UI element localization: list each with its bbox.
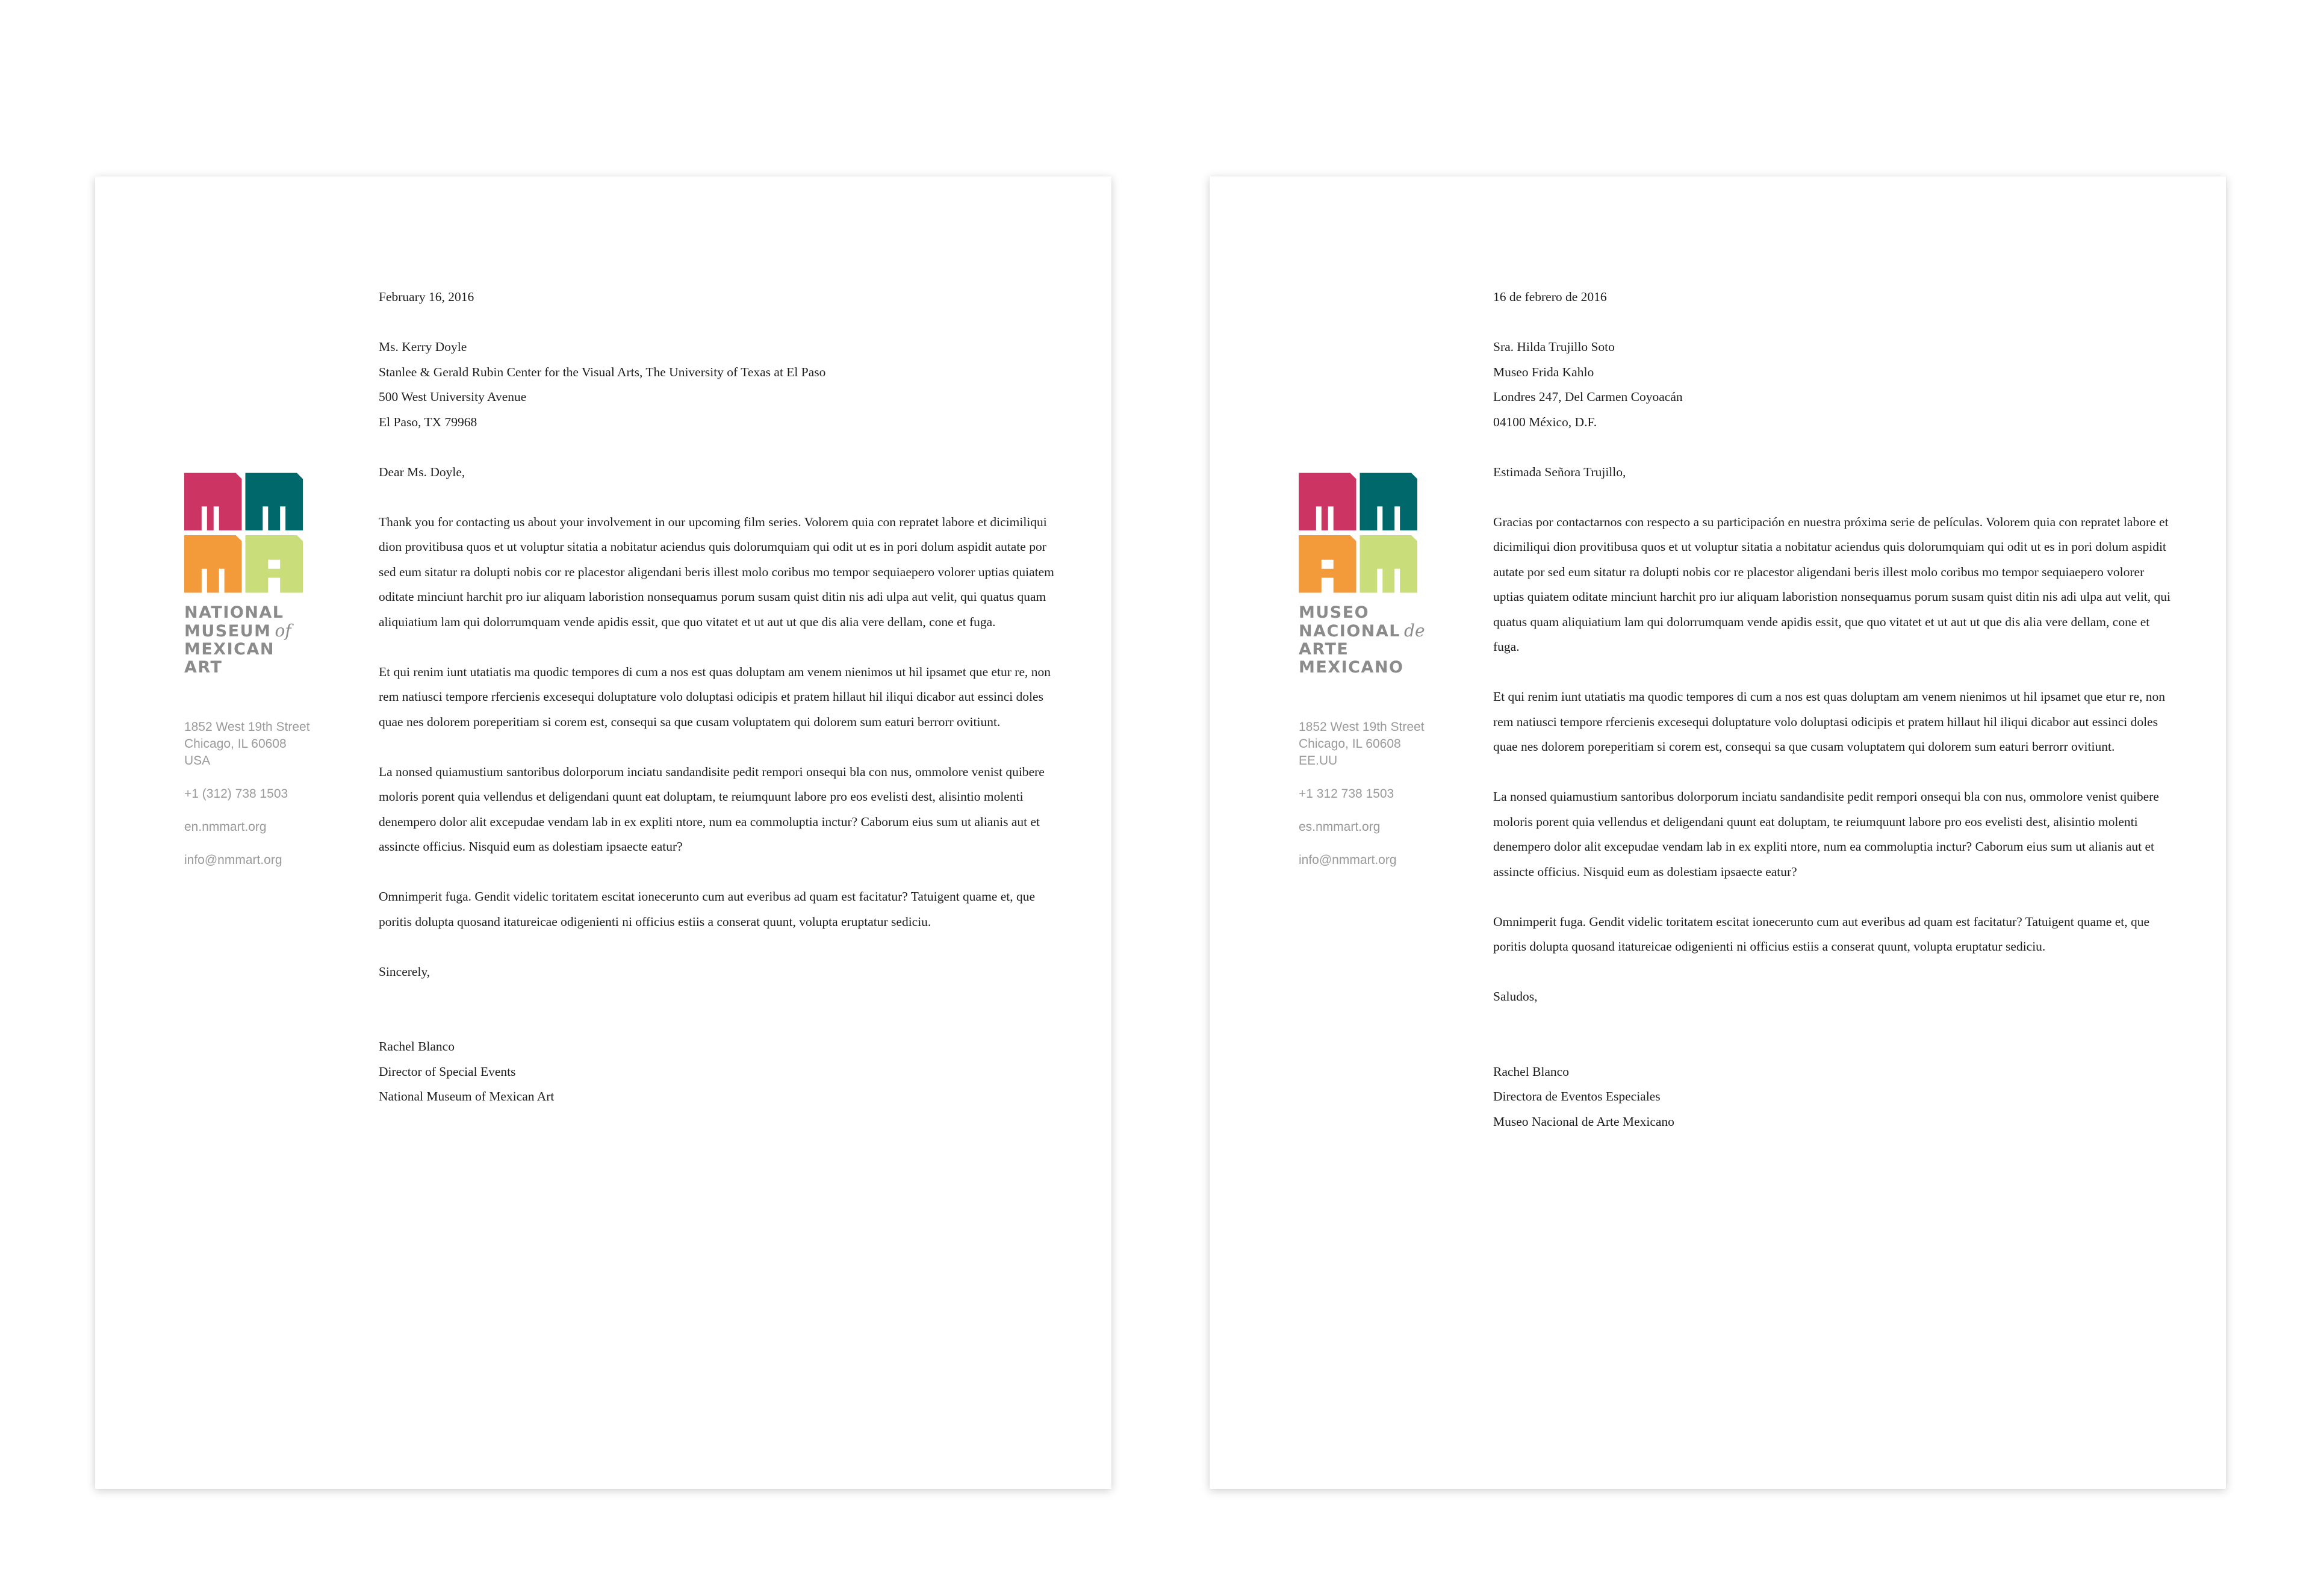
phone-number: +1 312 738 1503 [1299, 787, 1394, 801]
phone-number: +1 (312) 738 1503 [184, 787, 288, 801]
address-street: 1852 West 19th Street [184, 720, 310, 734]
body-paragraph-2: Et qui renim iunt utatiatis ma quodic tempores di cum a nos est quas doluptam am venem nienimos ut hil ipsamet que etur re, non rem natiusci tempore rfercienis excesequi doluptature volo doluptasi odicipis et pratem hillaut hil iliqui dicabor aut essinci doles quae nes dolorem poreperitiam si corem est, consequi sa que cusam voluptatem qui dolorem sum eaturi berrorr ovitiunt. [1493, 689, 2165, 754]
signature-block [379, 1034, 1059, 1110]
body-paragraph-4: Omnimperit fuga. Gendit videlic toritatem escitat ionecerunto cum aut everibus ad quam est facitatur? Tatuigent quame et, que poritis dolupta quosand itatureicae odigenienti ni officius estiis a conserat quunt, volupta eruptatur sediciu. [379, 889, 1036, 929]
wordmark-line-4: ART [184, 658, 223, 677]
body-paragraph-4: Omnimperit fuga. Gendit videlic toritatem escitat ionecerunto cum aut everibus ad quam est facitatur? Tatuigent quame et, que poritis dolupta quosand itatureicae odigenienti ni officius estiis a conserat quunt, volupta eruptatur sediciu. [1493, 914, 2150, 954]
salutation: Estimada Señora Trujillo, [1493, 464, 1626, 479]
address-street: 1852 West 19th Street [1299, 720, 1425, 734]
address-city: Chicago, IL 60608 [1299, 737, 1401, 751]
signer-organization: National Museum of Mexican Art [379, 1089, 555, 1104]
signer-name: Rachel Blanco [1493, 1064, 1569, 1079]
body-paragraph-2: Et qui renim iunt utatiatis ma quodic tempores di cum a nos est quas doluptam am venem nienimos ut hil ipsamet que etur re, non rem natiusci tempore rfercienis excesequi doluptature volo doluptasi odicipis et pratem hillaut hil iliqui dicabor aut essinci doles quae nes dolorem poreperitiam si corem est, consequi sa que cusam voluptatem qui dolorem sum eaturi berrorr ovitiunt. [379, 664, 1051, 729]
signer-title: Directora de Eventos Especiales [1493, 1089, 1661, 1104]
logo-tile-magenta [184, 473, 242, 531]
email: info@nmmart.org [1299, 853, 1397, 867]
logo-tile-orange [1299, 535, 1356, 593]
body-paragraph-3: La nonsed quiamustium santoribus dolorporum inciatu sandandisite pedit rempori onsequi bla con nus, ommolore venist quibere moloris porent quia vellendus et deligendani quunt eat doluptam, te reiumquunt labore pro eos evelisti dest, alisintio molenti denempero dolor alit excepudae vendam lab in ex expliti ntore, num ea commoluptia inctur? Caborum eius sum ut alianis aut et assincte officius. Nisquid eum as dolestiam ipsaecte eatur? [1493, 789, 2159, 879]
recipient-address [1493, 335, 2174, 435]
nmma-logo-mark [184, 473, 304, 593]
recipient-city: 04100 México, D.F. [1493, 414, 1597, 429]
postal-address [1299, 719, 1491, 769]
signer-organization: Museo Nacional de Arte Mexicano [1493, 1114, 1674, 1129]
nmma-logo-mark [1299, 473, 1419, 593]
wordmark-line-2-text: NACIONAL [1299, 622, 1401, 641]
body-paragraph-3: La nonsed quiamustium santoribus dolorporum inciatu sandandisite pedit rempori onsequi bla con nus, ommolore venist quibere moloris porent quia vellendus et deligendani quunt eat doluptam, te reiumquunt labore pro eos evelisti dest, alisintio molenti denempero dolor alit excepudae vendam lab in ex expliti ntore, num ea commoluptia inctur? Caborum eius sum ut alianis aut et assincte officius. Nisquid eum as dolestiam ipsaecte eatur? [379, 764, 1045, 854]
address-city: Chicago, IL 60608 [184, 737, 287, 751]
salutation: Dear Ms. Doyle, [379, 464, 465, 479]
letter-date: 16 de febrero de 2016 [1493, 290, 1607, 304]
logo-tile-lime [245, 535, 303, 593]
wordmark-line-4: MEXICANO [1299, 658, 1404, 677]
nmma-logo [1299, 473, 1419, 593]
website: en.nmmart.org [184, 820, 267, 834]
letterhead-sidebar [1299, 473, 1491, 869]
recipient-organization: Stanlee & Gerald Rubin Center for the Visual Arts, The University of Texas at El Paso [379, 364, 826, 379]
letter-body [379, 285, 1059, 1110]
signer-title: Director of Special Events [379, 1064, 516, 1079]
museum-wordmark [184, 604, 377, 677]
body-paragraph-1: Thank you for contacting us about your involvement in our upcoming film series. Volorem quia con repratet labore et dicimiliqui dion provitibusa quos et ut voluptur sitatia a nobitatur aciendus quis dolorumquiam qui odit ut es in pori dolum aspidit autate por sed eum sitatur ra dolupti nobis cor re placestor aligendani beris illest molo coribus mo tempor sequiaepero volorer uptias quiatem oditate minciunt harchit pro iur aliquam laboristion nonsequamus porum susam quist ditin nis adi ulpa aut velit, qui quatus quam aliquiatium lam qui dolorrumquam vende apidis essit, que quo vitatet et ut aut ut que dis alia vere dellam, cone et fuga. [379, 514, 1054, 629]
wordmark-line-1: NATIONAL [184, 603, 284, 622]
postal-address [184, 719, 377, 769]
recipient-name: Sra. Hilda Trujillo Soto [1493, 340, 1615, 354]
recipient-street: Londres 247, Del Carmen Coyoacán [1493, 390, 1683, 404]
wordmark-line-1: MUSEO [1299, 603, 1370, 622]
contact-info [184, 719, 377, 869]
logo-tile-orange [184, 535, 242, 593]
wordmark-line-2-italic: of [275, 621, 291, 641]
recipient-street: 500 West University Avenue [379, 390, 527, 404]
museum-wordmark [1299, 604, 1491, 677]
logo-tile-teal [245, 473, 303, 531]
signature-block [1493, 1060, 2174, 1135]
letterhead-spanish [1210, 176, 2226, 1489]
logo-tile-teal [1360, 473, 1417, 531]
wordmark-line-3: MEXICAN [184, 640, 275, 659]
recipient-city: El Paso, TX 79968 [379, 414, 477, 429]
wordmark-line-2 [184, 622, 377, 641]
signer-name: Rachel Blanco [379, 1039, 455, 1054]
contact-info [1299, 719, 1491, 869]
address-country: USA [184, 754, 211, 768]
address-country: EE.UU [1299, 754, 1338, 768]
nmma-logo [184, 473, 304, 593]
wordmark-line-2 [1299, 622, 1491, 641]
closing: Sincerely, [379, 964, 430, 979]
letter-date: February 16, 2016 [379, 290, 474, 304]
recipient-name: Ms. Kerry Doyle [379, 340, 467, 354]
wordmark-line-3: ARTE [1299, 640, 1349, 659]
logo-tile-lime [1360, 535, 1417, 593]
recipient-address [379, 335, 1059, 435]
wordmark-line-2-italic: de [1404, 621, 1425, 641]
wordmark-line-2-text: MUSEUM [184, 622, 272, 641]
website: es.nmmart.org [1299, 820, 1381, 834]
body-paragraph-1: Gracias por contactarnos con respecto a su participación en nuestra próxima serie de películas. Volorem quia con repratet labore et dicimiliqui dion provitibusa quos et ut voluptur sitatia a nobitatur aciendus quis dolorumquiam qui odit ut es in pori dolum aspidit autate por sed eum sitatur ra dolupti nobis cor re placestor aligendani beris illest molo coribus mo tempor sequiaepero volorer uptias quiatem oditate minciunt harchit pro iur aliquam laboristion nonsequamus porum susam quist ditin nis adi ulpa aut velit, qui quatus quam aliquiatium lam qui dolorrumquam vende apidis essit, que quo vitatet et ut aut ut que dis alia vere dellam, cone et fuga. [1493, 514, 2171, 654]
letterhead-sidebar [184, 473, 377, 869]
closing: Saludos, [1493, 989, 1538, 1004]
recipient-organization: Museo Frida Kahlo [1493, 364, 1594, 379]
letterhead-english [95, 176, 1111, 1489]
letter-body [1493, 285, 2174, 1134]
email: info@nmmart.org [184, 853, 282, 867]
logo-tile-magenta [1299, 473, 1356, 531]
